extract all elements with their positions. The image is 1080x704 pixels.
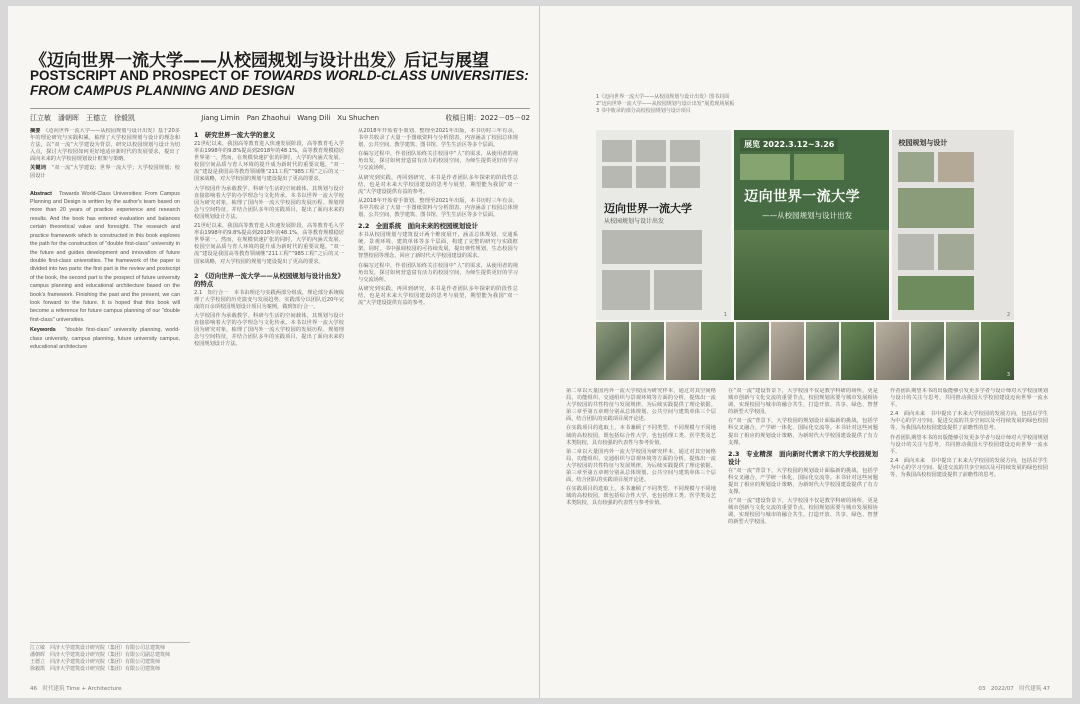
right-body-column-1 <box>566 388 716 678</box>
body-paragraph: 从研究到实践，再回到研究，本书是作者团队多年探索的阶段性总结，也是对未来大学校园建设的思考与展望，期望能为我国“双一流”大学建设提供有益的参考。 <box>358 285 518 306</box>
right-body-column-2 <box>728 388 878 678</box>
body-paragraph: 第二章以大量国内外一流大学校园为研究样本，通过对其空间格局、功能组织、交通组织与景观环境等方面的分析，提炼出一流大学校园的共性特征与发展规律，为后续实践提供了理论依据。第三章至第五章则分别从总体规划、公共空间与建筑单体三个层面，结合团队的实践项目展开论述。 <box>566 448 716 484</box>
project-photo <box>771 322 804 380</box>
keywords-cn: “双一流”大学建设；世界一流大学；大学校园规划；校园设计 <box>30 165 180 179</box>
title-en-part2: TOWARDS WORLD-CLASS UNIVERSITIES: FROM CAMPUS PLANNING AND DESIGN <box>30 68 529 98</box>
author-affiliations: 江立敏 同济大学建筑设计研究院（集团）有限公司总建筑师 潘朝晖 同济大学建筑设计研究院（集团）有限公司副总建筑师 王德立 同济大学建筑设计研究院（集团）有限公司建筑师 徐毅凯 同济大学建筑设计研究院（集团）有限公司建筑师 <box>30 642 190 673</box>
exhibition-poster <box>734 130 889 320</box>
project-photo <box>876 322 909 380</box>
poster-title: 迈向世界一流大学 <box>744 189 861 205</box>
abstract-column <box>30 128 180 638</box>
body-paragraph: 在编写过程中，作者团队始终关注校园中“人”的需求，从使用者的视角出发，探讨如何营造富有活力的校园空间，为师生提供更好的学习与交流场所。 <box>358 151 518 172</box>
page-title-cn: 《迈向世界一流大学——从校园规划与设计出发》后记与展望 <box>30 51 489 71</box>
received-date: 收稿日期：2022－05－02 <box>445 114 530 122</box>
section-2-heading: 2 《迈向世界一流大学——从校园规划与设计出发》的特点 <box>194 271 344 288</box>
project-photo <box>841 322 874 380</box>
figure-number-1: 1 <box>723 312 728 318</box>
project-photo <box>946 322 979 380</box>
body-paragraph: 2.4 面向未来 书中提出了未来大学校园的发展方向，包括以学生为中心的学习空间、促进交流的共享空间以及可持续发展的绿色校园等，为我国高校校园建设提供了前瞻性的思考。 <box>890 411 1048 432</box>
body-paragraph: 在“双一流”建设背景下，大学校园不仅是教学科研的场所，更是城市创新与文化交流的重要节点。校园规划需要与城市发展相协调，实现校园与城市的融合共生，打造开放、共享、绿色、智慧的新型大学校园。 <box>728 388 878 416</box>
body-paragraph: 从2018年开始着手策划、整理至2021年出版，本书历时三年有余，书中共收录了大量一手图纸资料与分析图表，内容涵盖了校园总体规划、公共空间、教学建筑、图书馆、学生生活区等多个层面。 <box>358 197 518 219</box>
magazine-spread <box>8 6 1072 698</box>
authors-cn: 江立敏 潘朝晖 王德立 徐毅凯 <box>30 114 135 122</box>
right-page <box>540 6 1072 698</box>
section-2-3-heading: 2.3 专业精深 面向新时代需求下的大学校园规划设计 <box>728 449 878 466</box>
title-en-part1: POSTSCRIPT AND PROSPECT OF <box>30 68 254 83</box>
figure-number-2: 2 <box>1006 312 1010 318</box>
body-paragraph: 从2018年开始着手策划、整理至2021年出版，本书历时三年有余，书中共收录了大量一手图纸资料与分析图表，内容涵盖了校园总体规划、公共空间、教学建筑、图书馆、学生生活区等多个层面。 <box>358 128 518 149</box>
abstract-cn-label: 摘要 <box>30 128 41 134</box>
body-column-3 <box>358 128 518 676</box>
exhibition-figures <box>596 130 1014 320</box>
project-photo <box>666 322 699 380</box>
project-photo <box>701 322 734 380</box>
page-title-en <box>30 68 530 98</box>
keywords-en: "double first-class" university planning, world-class university, campus planning, future university campus, educational architecture <box>30 327 180 350</box>
project-photo <box>631 322 664 380</box>
book-cover-board <box>596 130 731 320</box>
project-photo <box>596 322 629 380</box>
project-photo <box>736 322 769 380</box>
body-paragraph: 在“双一流”建设背景下，大学校园不仅是教学科研的场所，更是城市创新与文化交流的重要节点。校园规划需要与城市发展相协调，实现校园与城市的融合共生，打造开放、共享、绿色、智慧的新型大学校园。 <box>728 498 878 526</box>
body-paragraph: 在“双一流”背景下，大学校园的规划设计面临新的挑战，包括学科交叉融合、产学研一体化、国际化交流等。本书针对这些问题提出了相应的规划设计策略，为新时代大学校园建设提供了有力支撑。 <box>728 418 878 446</box>
right-body-column-3 <box>890 388 1048 678</box>
body-paragraph: 在实践项目的选取上，本书兼顾了不同类型、不同规模与不同地域的高校校园，既包括综合性大学，也包括理工类、医学类及艺术类院校，具有较强的代表性与参考价值。 <box>566 425 716 446</box>
body-paragraph: 第二章以大量国内外一流大学校园为研究样本，通过对其空间格局、功能组织、交通组织与景观环境等方面的分析，提炼出一流大学校园的共性特征与发展规律，为后续实践提供了理论依据。第三章至第五章则分别从总体规划、公共空间与建筑单体三个层面，结合团队的实践项目展开论述。 <box>566 388 716 423</box>
keywords-cn-label: 关键词 <box>30 165 47 172</box>
body-paragraph: 2.4 面向未来 书中提出了未来大学校园的发展方向，包括以学生为中心的学习空间、促进交流的共享空间以及可持续发展的绿色校园等，为我国高校校园建设提供了前瞻性的思考。 <box>890 457 1048 479</box>
project-photo <box>806 322 839 380</box>
body-paragraph: 大学校园作为承载教学、科研与生活的空间载体，其规划与设计直接影响着大学的办学理念与文化传承。本书以世界一流大学校园为研究对象，梳理了国内外一流大学校园的发展历程、规划理念与空间特征，并结合团队多年的实践项目，提出了面向未来的校园规划设计方法。 <box>194 312 344 348</box>
project-photo <box>911 322 944 380</box>
campus-project-photos <box>596 322 1014 380</box>
body-column-2 <box>194 128 344 676</box>
body-paragraph: 在“双一流”背景下，大学校园的规划设计面临新的挑战，包括学科交叉融合、产学研一体化、国际化交流等。本书针对这些问题提出了相应的规划设计策略，为新时代大学校园建设提供了有力支撑。 <box>728 467 878 496</box>
body-paragraph: 本书从校园规划与建筑设计两个维度展开，涵盖总体规划、交通系统、景观环境、建筑单体等多个层面，构建了完整的研究与实践框架。同时，书中强调校园的可持续发展，提出弹性规划、生态校园与智慧校园等理念，回应了新时代大学校园建设的需求。 <box>358 232 518 260</box>
body-paragraph: 21世纪以来，我国高等教育进入快速发展阶段，高等教育毛入学率由1998年的9.8%提高到2018年的48.1%，高等教育规模稳居世界第一。然而，在规模快速扩张的同时，大学的内涵式发展、校园空间品质与育人环境的提升成为新时代的重要议题。“双一流”建设是我国高等教育领域继“211工程”“985工程”之后的又一国家战略，对大学校园的规划与建设提出了更高的要求。 <box>194 223 344 265</box>
book-subtitle: 从校园规划与设计出发 <box>604 218 665 225</box>
abstract-cn: 《迈向世界一流大学——从校园规划与设计出发》基于20多年的理论研究与实践积累，梳理了大学校园规划与设计的理念和方法，以“双一流”大学建设为背景，研究以校园规划与设计为切入点，探讨大学校园如何更好地适应新时代的发展要求，提出了面向未来的大学校园规划设计框架与策略。 <box>30 128 180 163</box>
section-1-heading: 1 研究世界一流大学的意义 <box>194 131 276 139</box>
body-paragraph: 2.1 知行合一 本书由理论与实践两部分组成，理论部分系统梳理了大学校园的历史演变与发展趋势，实践部分以团队近20年完成的百余项校园规划设计项目为案例，做到知行合一。 <box>194 289 344 310</box>
page-number-left: 46 时代建筑 Time + Architecture <box>30 686 122 692</box>
body-paragraph: 从研究到实践，再回到研究，本书是作者团队多年探索的阶段性总结，也是对未来大学校园建设的思考与展望，期望能为我国“双一流”大学建设提供有益的参考。 <box>358 174 518 195</box>
figure-number-3: 3 <box>1006 372 1010 378</box>
section-2-2-heading: 2.2 全面系统 面向未来的校园规划设计 <box>358 222 478 231</box>
keywords-en-label: Keywords <box>30 327 56 334</box>
page-number-right: 03 2022/07 时代建筑 47 <box>978 686 1050 692</box>
author-line <box>30 108 530 123</box>
body-paragraph: 在实践项目的选取上，本书兼顾了不同类型、不同规模与不同地域的高校校园，既包括综合性大学，也包括理工类、医学类及艺术类院校，具有较强的代表性与参考价值。 <box>566 486 716 507</box>
exhibition-date: 展览 2022.3.12~3.26 <box>740 138 838 151</box>
figure-captions: 1《迈向世界一流大学——从校园规划与设计出发》图书封面 2“迈向世界一流大学——从校园规划与设计出发”展览现场展板 3 书中收录的部分高校校园规划与设计项目 <box>596 94 735 114</box>
book-title: 迈向世界一流大学 <box>604 202 692 215</box>
abstract-en: Towards World-Class Universities: From Campus Planning and Design is written by the author's team based on more than 20 years of practice experience and research results. And the book has entered evaluation and balances certain theoretical value and foresight. The research and practice framework which is constructed in this book explores the path for the construction of "double first-class" university in the future and guides development and innovation of future double first-class universities. The framework of the paper is divided into two parts: the first part is the review and postscript of the book, the second part is the prospect of future university campus planning and educational architecture based on the book's framework. Finishing the past and the present, we can look forward to the future. It is hoped that this book will become a reference for future campus planning of our "double first-class" universities. <box>30 190 180 323</box>
body-paragraph: 在编写过程中，作者团队始终关注校园中“人”的需求，从使用者的视角出发，探讨如何营造富有活力的校园空间，为师生提供更好的学习与交流场所。 <box>358 262 518 283</box>
left-page <box>8 6 540 698</box>
body-paragraph: 大学校园作为承载教学、科研与生活的空间载体，其规划与设计直接影响着大学的办学理念与文化传承。本书以世界一流大学校园为研究对象，梳理了国内外一流大学校园的发展历程、规划理念与空间特征，并结合团队多年的实践项目，提出了面向未来的校园规划设计方法。 <box>194 185 344 220</box>
board-title: 校园规划与设计 <box>898 139 948 147</box>
authors-en: Jiang Limin Pan Zhaohui Wang Dili Xu Shuchen <box>201 114 380 122</box>
body-paragraph: 21世纪以来，我国高等教育进入快速发展阶段，高等教育毛入学率由1998年的9.8%提高到2018年的48.1%，高等教育规模稳居世界第一。然而，在规模快速扩张的同时，大学的内涵式发展、校园空间品质与育人环境的提升成为新时代的重要议题。“双一流”建设是我国高等教育领域继“211工程”“985工程”之后的又一国家战略，对大学校园的规划与建设提出了更高的要求。 <box>194 141 344 183</box>
poster-subtitle: ——从校园规划与设计出发 <box>762 211 853 220</box>
abstract-en-label: Abstract <box>30 190 52 197</box>
project-photo <box>981 322 1014 380</box>
body-paragraph: 作者团队期望本书的出版能够引发更多学者与设计师对大学校园规划与设计的关注与思考，共同推动我国大学校园建设迈向世界一流水平。 <box>890 388 1048 409</box>
body-paragraph: 作者团队期望本书的出版能够引发更多学者与设计师对大学校园规划与设计的关注与思考，共同推动我国大学校园建设迈向世界一流水平。 <box>890 434 1048 455</box>
exhibition-board <box>892 130 1014 320</box>
